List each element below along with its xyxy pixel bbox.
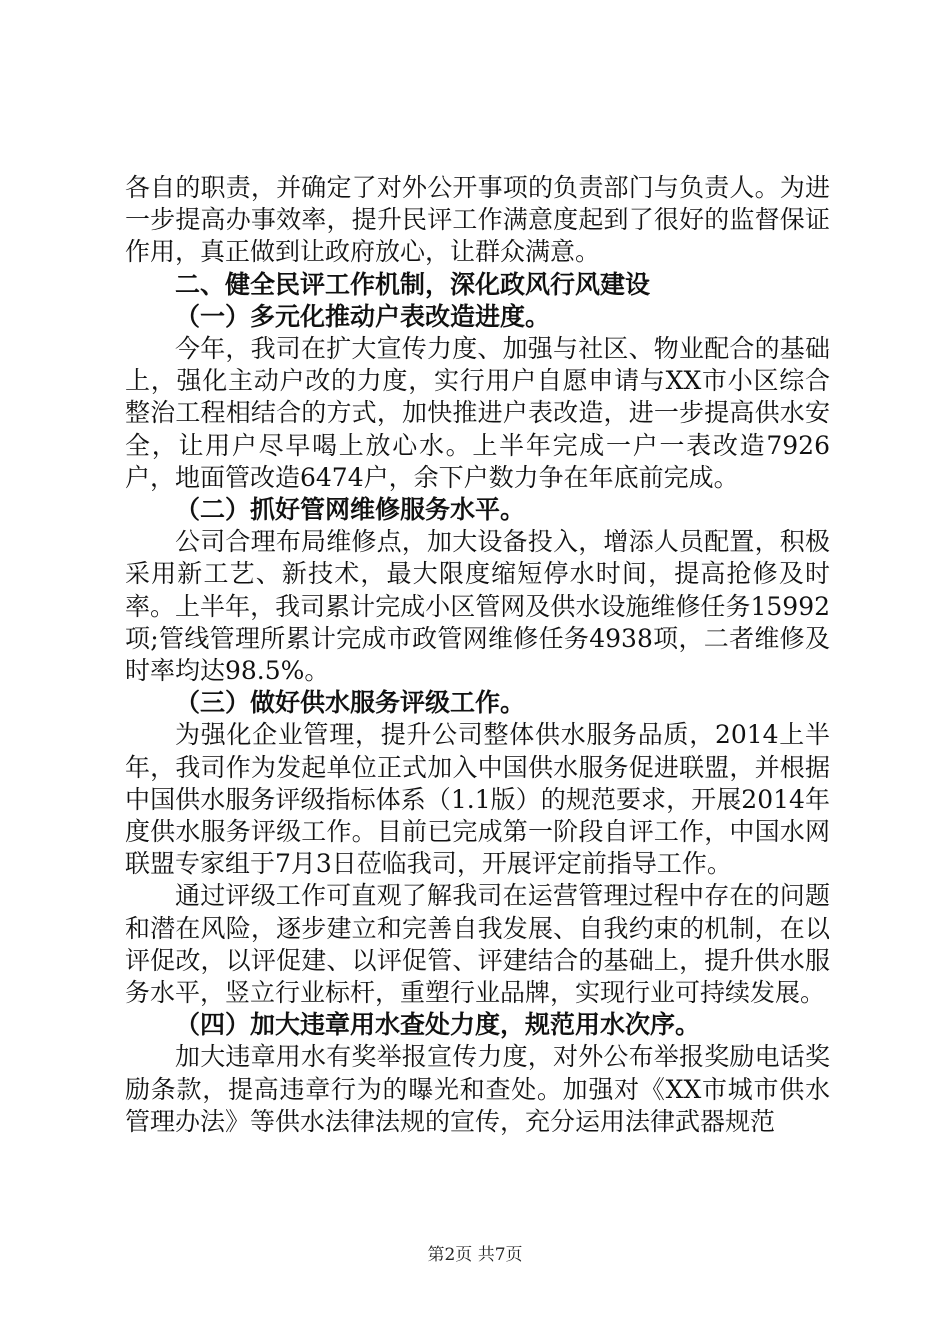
subheading-2: （二）抓好管网维修服务水平。 — [175, 495, 526, 525]
paragraph-pipe-maintenance: 公司合理布局维修点，加大设备投入，增添人员配置，积极采用新工艺、新技术，最大限度缩短停水时间，提高抢修及时率。上半年，我司累计完成小区管网及供水设施维修任务15992项;管线管理所累计完成市政管网维修任务4938项，二者维修及时率均达98.5%。 — [125, 527, 830, 686]
paragraph-illegal-water-use: 加大违章用水有奖举报宣传力度，对外公布举报奖励电话奖励条款，提高违章行为的曝光和查处。加强对《XX市城市供水管理办法》等供水法律法规的宣传，充分运用法律武器规范 — [125, 1042, 830, 1136]
paragraph-meter-renovation: 今年，我司在扩大宣传力度、加强与社区、物业配合的基础上，强化主动户改的力度，实行用户自愿申请与XX市小区综合整治工程相结合的方式，加快推进户表改造，进一步提高供水安全，让用户尽早喝上放心水。上半年完成一户一表改造7926户，地面管改造6474户，余下户数力争在年底前完成。 — [125, 334, 830, 492]
subheading-4: （四）加大违章用水查处力度，规范用水次序。 — [175, 1010, 701, 1040]
paragraph-rating-benefits: 通过评级工作可直观了解我司在运营管理过程中存在的问题和潜在风险，逐步建立和完善自我发展、自我约束的机制，在以评促改，以评促建、以评促管、评建结合的基础上，提升供水服务水平，竖立行业标杆，重塑行业品牌，实现行业可持续发展。 — [125, 881, 830, 1008]
page-number-footer: 第2页 共7页 — [427, 1245, 523, 1265]
paragraph-service-rating: 为强化企业管理，提升公司整体供水服务品质，2014上半年，我司作为发起单位正式加入中国供水服务促进联盟，并根据中国供水服务评级指标体系（1.1版）的规范要求，开展2014年度供水服务评级工作。目前已完成第一阶段自评工作，中国水网联盟专家组于7月3日莅临我司，开展评定前指导工作。 — [125, 720, 830, 879]
paragraph-continuation: 各自的职责，并确定了对外公开事项的负责部门与负责人。为进一步提高办事效率，提升民评工作满意度起到了很好的监督保证作用，真正做到让政府放心，让群众满意。 — [125, 173, 830, 267]
document-body — [125, 172, 830, 1138]
subheading-3: （三）做好供水服务评级工作。 — [175, 688, 526, 718]
subheading-1: （一）多元化推动户表改造进度。 — [175, 301, 551, 331]
section-heading-2: 二、健全民评工作机制，深化政风行风建设 — [175, 269, 651, 299]
